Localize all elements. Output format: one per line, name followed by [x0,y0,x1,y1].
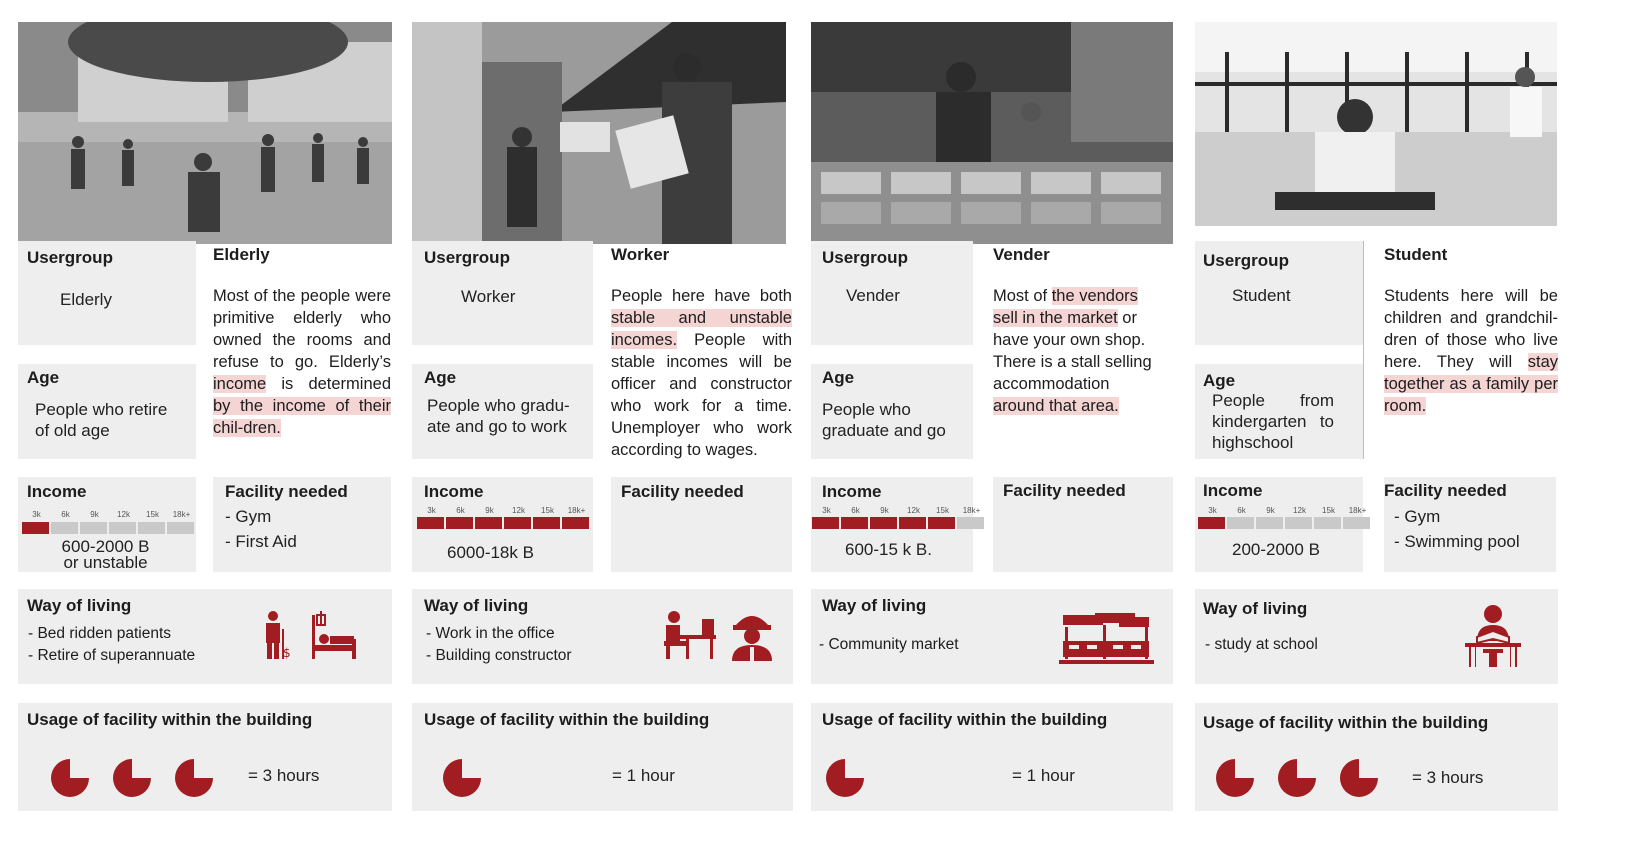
usage-hours: = 3 hours [1412,768,1484,787]
income-scale-ticks [22,510,196,519]
income-bar-segment [138,522,165,534]
photo-student-classroom [1195,22,1557,226]
group-title: Student [1384,245,1448,264]
age-box [1195,364,1363,459]
column-worker [400,0,800,867]
income-bar-segment [22,522,49,534]
income-bar-segment [562,517,589,529]
tick: 6k [851,506,860,515]
income-bar-segment [504,517,531,529]
usage-label: Usage of facility within the building [1203,713,1489,732]
tick: 6k [61,510,70,519]
way-of-living-box [811,589,1173,684]
way-of-living-box [18,589,392,684]
income-bar-segment [928,517,955,529]
age-label: Age [1203,371,1236,390]
usage-pie-icon [1277,758,1317,798]
way-of-living-label: Way of living [1203,599,1308,618]
usage-pies [1215,758,1379,798]
group-description: People here have both stable and unstable incomes. People with stable incomes will be officer and constructor who work for a time. Unemployer who work according to wages. [611,287,792,459]
usage-pies [442,758,482,798]
column-elderly [0,0,400,867]
facility-item: - Swimming pool [1394,532,1520,551]
way-of-living-label: Way of living [27,596,132,615]
way-of-living-list [426,623,572,667]
facility-label: Facility needed [1384,481,1507,500]
usage-pie-icon [825,758,865,798]
income-box [811,477,981,572]
income-bar-segment [899,517,926,529]
group-title: Elderly [213,245,270,264]
usergroup-box [1195,241,1363,345]
hospital-bed-icon [310,611,358,661]
facility-label: Facility needed [1003,481,1126,500]
income-value: 200-2000 B [1232,540,1320,559]
income-bar-segment [533,517,560,529]
income-value: 600-15 k B. [845,540,932,559]
student-reading-desk-icon [1463,605,1523,667]
age-label: Age [424,368,457,387]
income-bar-segment [812,517,839,529]
way-of-living-list [1205,634,1318,656]
usage-pie-icon [442,758,482,798]
facility-box [611,477,792,572]
way-item: - Community market [819,636,959,653]
tick: 12k [1293,506,1306,515]
way-item: - Work in the office [426,625,555,642]
group-description: Students here will be children and grandchil-dren of those who live here. They will stay together as a family per room. [1384,287,1558,415]
usage-box [811,703,1173,811]
way-of-living-box [1195,589,1558,684]
facility-label: Facility needed [621,482,744,501]
usergroup-value: Worker [461,287,516,306]
income-bar [812,517,984,529]
age-value: People who graduate and go [822,400,946,440]
age-value: People who gradu-ate and go to work [427,396,570,436]
usergroup-label: Usergroup [822,248,908,267]
divider [1363,241,1364,459]
income-box [412,477,593,572]
income-label: Income [27,482,87,501]
group-title: Worker [611,245,670,264]
tick: 9k [90,510,99,519]
facility-list [225,504,297,554]
photo-worker-carrying-boxes [412,22,786,244]
usage-pie-icon [50,758,90,798]
income-bar-segment [446,517,473,529]
tick: 18k+ [172,510,191,519]
construction-worker-icon [730,609,774,661]
tick: 3k [1208,506,1217,515]
income-bar-segment [51,522,78,534]
income-bar-segment [1256,517,1283,529]
column-student [1190,0,1646,867]
income-bar-segment [1314,517,1341,529]
income-label: Income [424,482,484,501]
usergroup-label: Usergroup [424,248,510,267]
facility-box [213,477,391,572]
usergroup-value: Elderly [60,290,112,309]
income-label: Income [822,482,882,501]
tick: 12k [117,510,130,519]
usage-hours: = 1 hour [1012,766,1075,785]
income-label: Income [1203,481,1263,500]
tick: 12k [907,506,920,515]
income-scale-ticks [417,506,591,515]
tick: 15k [1322,506,1335,515]
facility-item: - Gym [1394,507,1441,526]
income-bar-segment [475,517,502,529]
usage-pie-icon [174,758,214,798]
usage-pies [825,758,865,798]
age-value: People from kindergarten to highschool [1212,391,1334,452]
tick: 9k [485,506,494,515]
group-title: Vender [993,245,1050,264]
usage-label: Usage of facility within the building [27,710,313,729]
facility-list [1394,504,1520,554]
facility-label: Facility needed [225,482,348,501]
facility-box [1384,477,1556,572]
usergroup-box [811,241,973,345]
age-box [811,364,973,459]
usergroup-label: Usergroup [27,248,113,267]
usage-box [18,703,392,811]
usergroup-box [412,241,593,345]
income-bar-segment [80,522,107,534]
usergroup-value: Student [1232,286,1291,305]
income-value: 6000-18k B [447,543,534,562]
income-value: 600-2000 B or unstable [61,537,150,572]
tick: 6k [456,506,465,515]
tick: 3k [32,510,41,519]
income-bar-segment [1227,517,1254,529]
age-value: People who retire of old age [35,400,168,440]
tick: 3k [427,506,436,515]
usergroup-label: Usergroup [1203,251,1289,270]
way-item: - study at school [1205,636,1318,653]
income-bar-segment [957,517,984,529]
photo-market-vendor [811,22,1173,244]
age-label: Age [27,368,60,387]
usage-hours: = 3 hours [248,766,320,785]
facility-item: - First Aid [225,532,297,551]
income-bar-segment [1343,517,1370,529]
way-of-living-box [412,589,793,684]
income-bar-segment [1198,517,1225,529]
tick: 15k [146,510,159,519]
income-bar [1198,517,1370,529]
age-box [18,364,196,459]
way-of-living-label: Way of living [424,596,529,615]
tick: 6k [1237,506,1246,515]
office-worker-desk-icon [662,611,716,659]
usage-pie-icon [1339,758,1379,798]
age-label: Age [822,368,855,387]
tick: 9k [880,506,889,515]
income-bar-segment [870,517,897,529]
facility-item: - Gym [225,507,272,526]
column-vender [800,0,1190,867]
group-description: Most of the vendors sell in the market or have your own shop. There is a stall selling accommodation around that area. [993,287,1152,415]
usage-label: Usage of facility within the building [424,710,710,729]
usage-pies [50,758,214,798]
way-item: - Bed ridden patients [28,625,172,642]
tick: 9k [1266,506,1275,515]
usage-pie-icon [1215,758,1255,798]
usage-pie-icon [112,758,152,798]
income-bar [22,522,194,534]
income-bar-segment [417,517,444,529]
age-box [412,364,593,459]
photo-elderly-exercising [18,22,392,244]
way-of-living-list [819,634,959,656]
usage-hours: = 1 hour [612,766,675,785]
income-bar-segment [167,522,194,534]
market-stalls-icon [1059,611,1154,665]
tick: 3k [822,506,831,515]
income-bar-segment [109,522,136,534]
usage-box [412,703,793,811]
income-scale-ticks [1198,506,1372,515]
svg-text:$: $ [283,646,291,660]
income-bar-segment [841,517,868,529]
elderly-person-with-cane-icon [261,611,293,661]
tick: 15k [936,506,949,515]
way-item: - Building constructor [426,647,572,664]
tick: 18k+ [962,506,981,515]
tick: 12k [512,506,525,515]
way-of-living-label: Way of living [822,596,927,615]
way-of-living-list [28,623,195,667]
income-bar-segment [1285,517,1312,529]
tick: 18k+ [567,506,586,515]
income-bar [417,517,589,529]
usergroup-box [18,241,196,345]
usage-box [1195,703,1558,811]
facility-box [993,477,1173,572]
tick: 18k+ [1348,506,1367,515]
usergroup-value: Vender [846,286,900,305]
income-box [18,477,196,572]
income-scale-ticks [812,506,986,515]
tick: 15k [541,506,554,515]
group-description: Most of the people were primitive elderly who owned the rooms and refuse to go. Elderly’s income is determined by the income of their chil-dren. [213,287,391,437]
usage-label: Usage of facility within the building [822,710,1108,729]
way-item: - Retire of superannuate [28,647,196,664]
income-box [1195,477,1367,572]
